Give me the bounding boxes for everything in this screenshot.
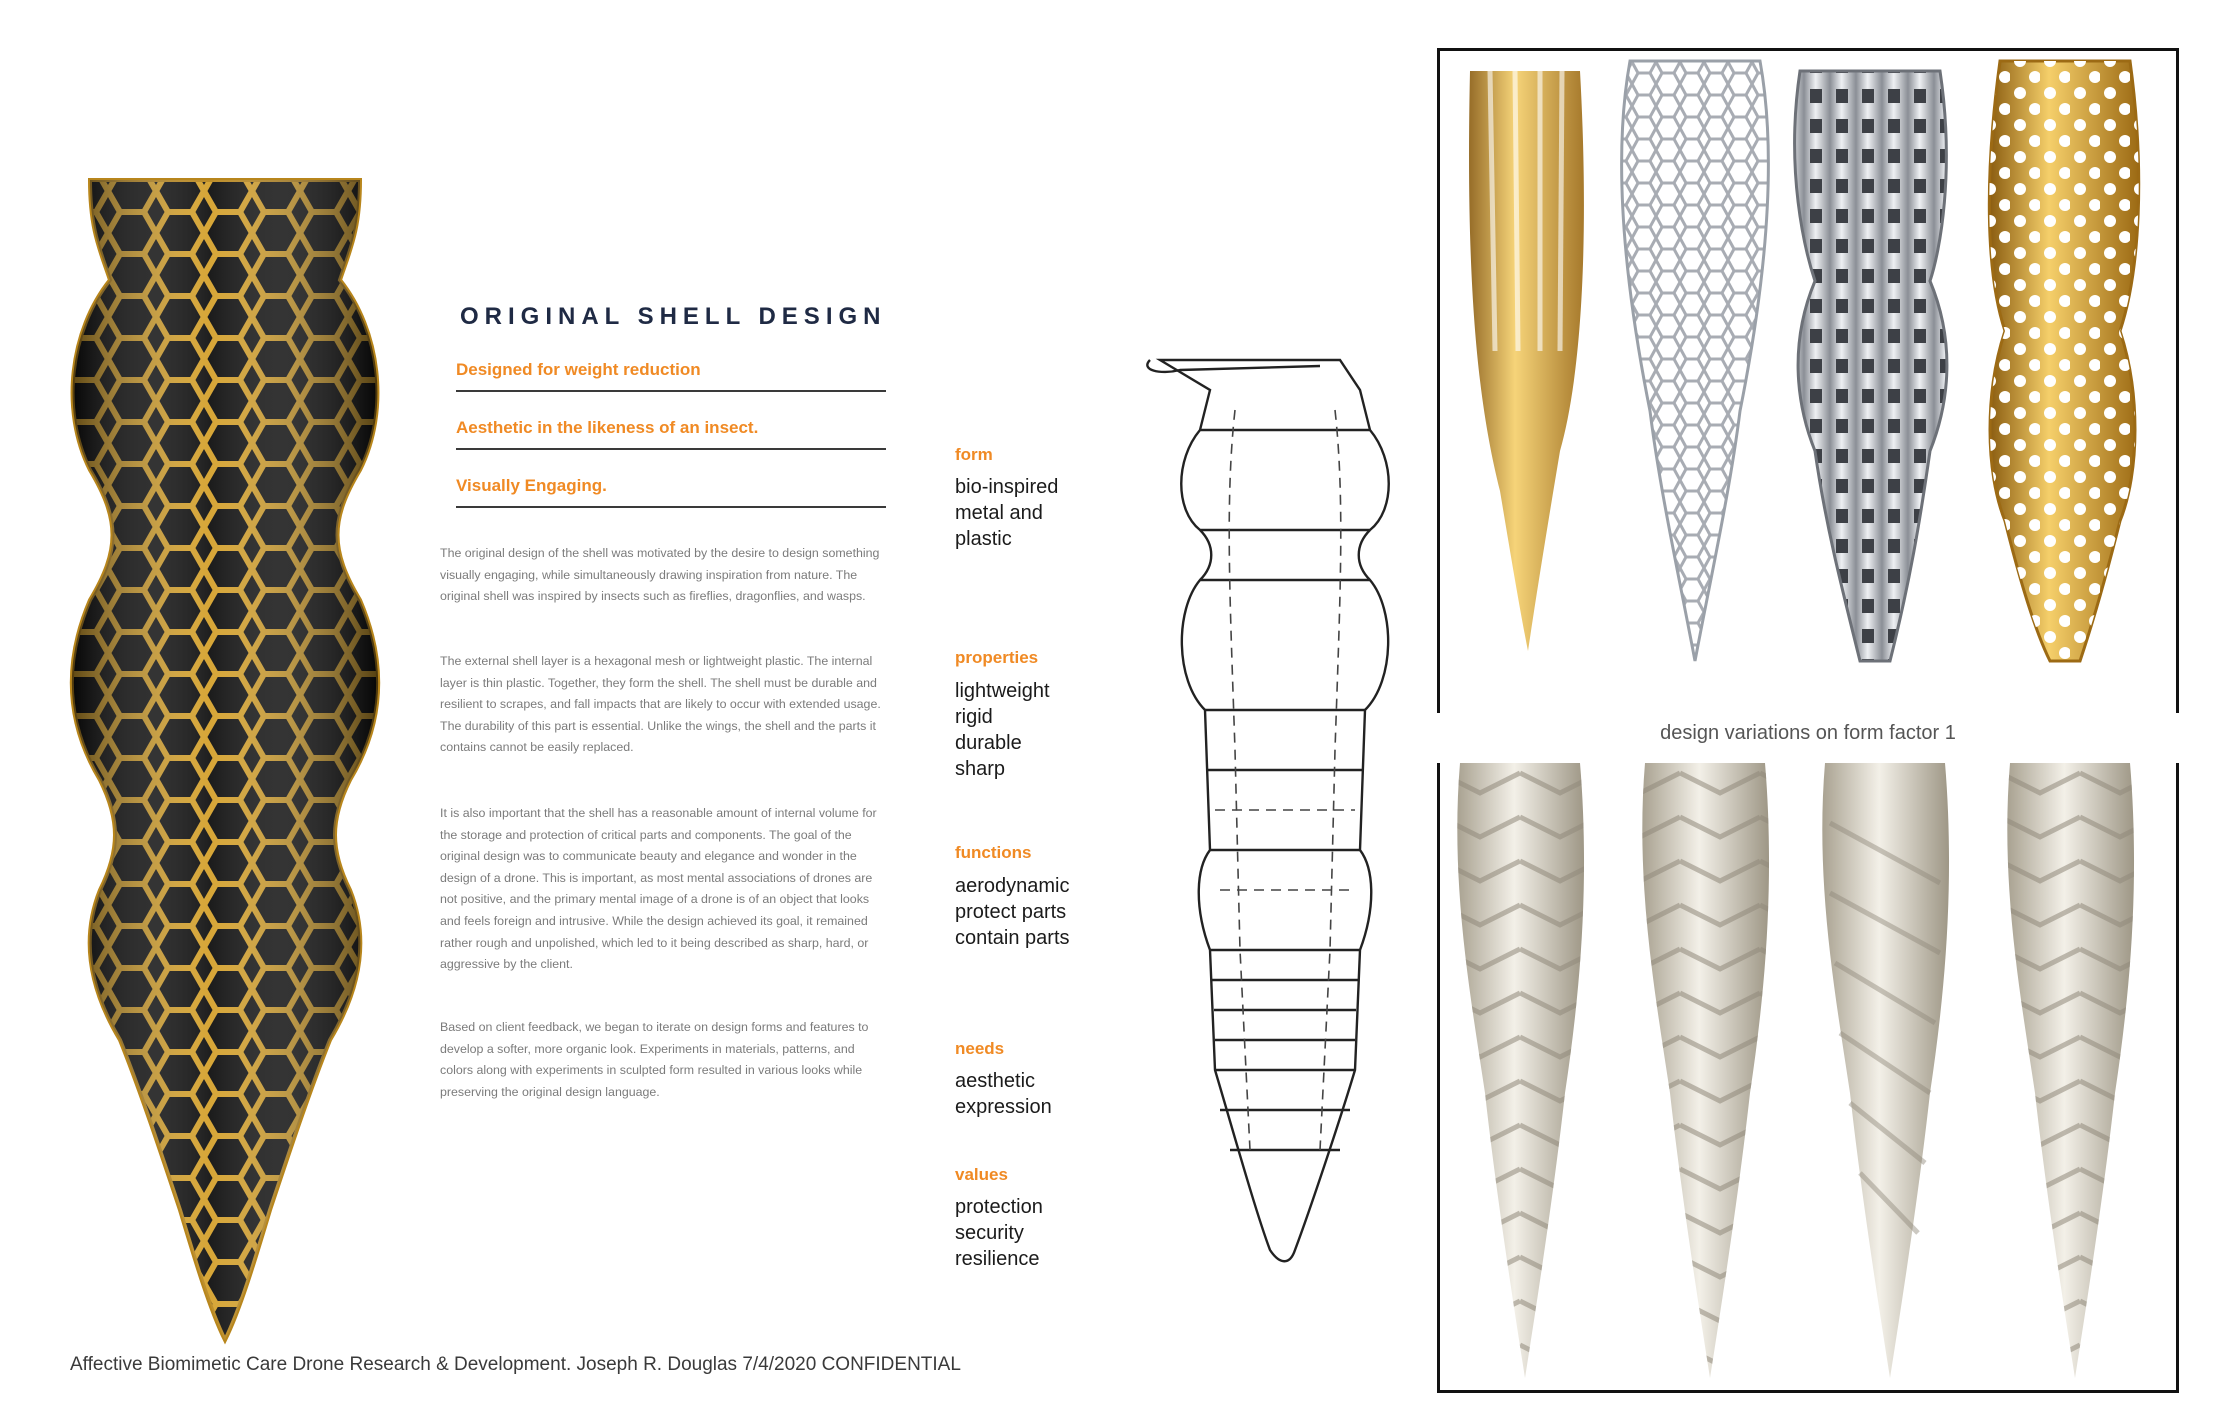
attribute-value: protection bbox=[955, 1196, 1043, 1218]
attribute-value: lightweight bbox=[955, 680, 1050, 702]
hexagon-mesh-shell-image bbox=[60, 170, 390, 1350]
footer-credit: Affective Biomimetic Care Drone Research & Development. Joseph R. Douglas 7/4/2020 CONFIDENTIAL bbox=[70, 1354, 961, 1375]
attribute-value: plastic bbox=[955, 528, 1012, 550]
paragraph-volume-goal: It is also important that the shell has a reasonable amount of internal volume for the storage and protection of critical parts and components. The goal of the original design was to communicate beauty and elegance and wonder in the design of a drone. This is important, as most mental associations of drones are not positive, and the primary mental image of a drone is of an object that looks and feels foreign and intrusive. While the design achieved its goal, it remained rather rough and unpolished, which led to it being described as sharp, hard, or aggressive by the client. bbox=[440, 806, 877, 972]
attribute-value: expression bbox=[955, 1096, 1052, 1118]
ivory-chevron-shell bbox=[1642, 763, 1769, 1378]
attribute-heading-values: values bbox=[955, 1165, 1008, 1184]
bullet-insect-aesthetic: Aesthetic in the likeness of an insect. bbox=[456, 418, 886, 450]
design-variations-panel bbox=[1437, 48, 2179, 713]
page-title: ORIGINAL SHELL DESIGN bbox=[460, 303, 887, 330]
attribute-value: resilience bbox=[955, 1248, 1040, 1270]
paragraph-client-feedback: Based on client feedback, we began to iterate on design forms and features to develop a softer, more organic look. Experiments in materials, patterns, and colors along with experiments in sculpted form resulted in various looks while preserving the original design language. bbox=[440, 1020, 869, 1099]
attribute-value: bio-inspired bbox=[955, 476, 1059, 498]
attribute-value: sharp bbox=[955, 758, 1006, 780]
attribute-value: rigid bbox=[955, 706, 993, 728]
attribute-heading-functions: functions bbox=[955, 843, 1032, 862]
gold-fin-shell bbox=[1469, 71, 1584, 651]
paragraph-layers: The external shell layer is a hexagonal mesh or lightweight plastic. The internal layer is thin plastic. Together, they form the shell. The shell must be durable and resilient to scrapes, and fall impacts that are likely to occur with extended usage. The durability of this part is essential. Unlike the wings, the shell and the parts it contains cannot be easily replaced. bbox=[440, 654, 881, 755]
line-drawing-shell bbox=[1120, 350, 1400, 1280]
silver-hex-shell bbox=[1622, 61, 1769, 661]
attribute-value: metal and bbox=[955, 502, 1043, 524]
attribute-value: contain parts bbox=[955, 927, 1070, 949]
bullet-visually-engaging: Visually Engaging. bbox=[456, 476, 886, 508]
ivory-chevron-shell bbox=[1457, 763, 1584, 1378]
attribute-value: aerodynamic bbox=[955, 875, 1070, 897]
ivory-twisted-shell bbox=[1822, 763, 1949, 1378]
gold-perforated-shell bbox=[1989, 61, 2138, 661]
bullet-weight-reduction: Designed for weight reduction bbox=[456, 360, 886, 392]
variations-caption: design variations on form factor 1 bbox=[1660, 722, 1956, 744]
attribute-value: protect parts bbox=[955, 901, 1067, 923]
metal-shell-variations bbox=[1440, 51, 2176, 713]
ivory-chevron-shells bbox=[1440, 763, 2176, 1390]
ivory-chevron-shell bbox=[2007, 763, 2134, 1378]
attribute-heading-properties: properties bbox=[955, 648, 1039, 667]
sculpted-variations-panel bbox=[1437, 763, 2179, 1393]
silver-ribbed-shell bbox=[1795, 71, 1947, 661]
paragraph-motivation: The original design of the shell was motivated by the desire to design something visually engaging, while simultaneously drawing inspiration from nature. The original shell was inspired by insects such as fireflies, dragonflies, and wasps. bbox=[440, 546, 880, 604]
attribute-heading-needs: needs bbox=[955, 1039, 1005, 1058]
attribute-value: aesthetic bbox=[955, 1070, 1036, 1092]
attribute-value: security bbox=[955, 1222, 1024, 1244]
attribute-heading-form: form bbox=[955, 445, 993, 464]
attribute-value: durable bbox=[955, 732, 1022, 754]
